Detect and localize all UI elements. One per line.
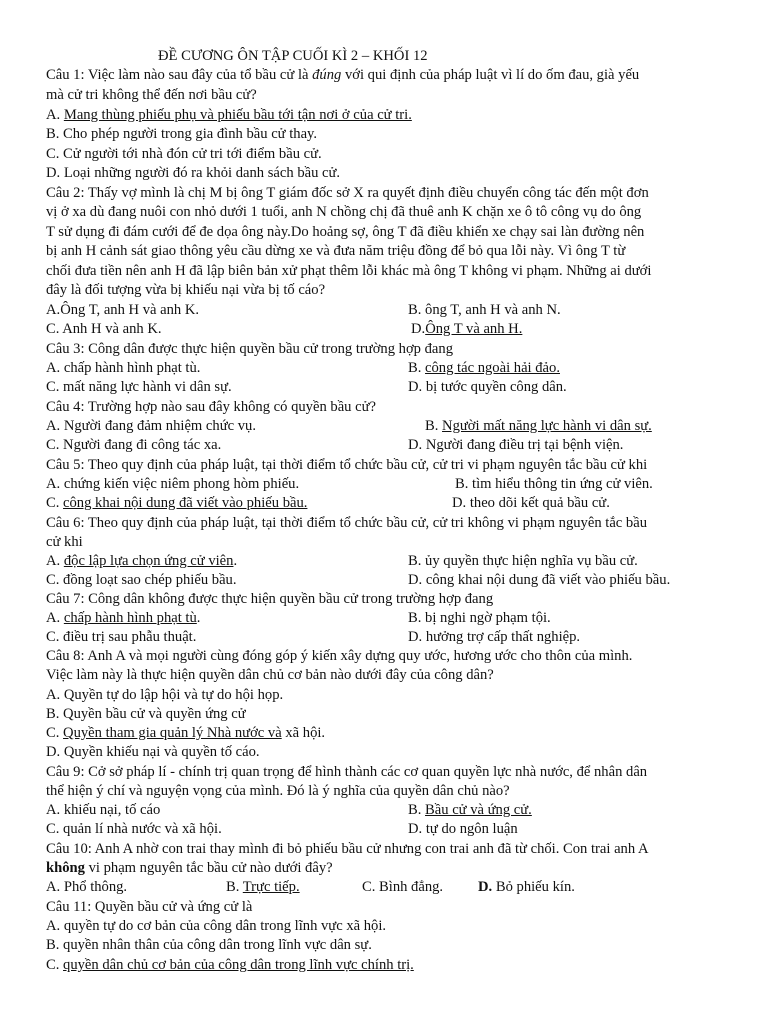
q6-option-d: D. công khai nội dung đã viết vào phiếu bầu. bbox=[408, 572, 671, 588]
q1-line-2: mà cử tri không thể đến nơi bầu cử? bbox=[46, 87, 257, 103]
q7-line-1: Câu 7: Công dân không được thực hiện quyền bầu cử trong trường hợp đang bbox=[46, 591, 494, 607]
q8-line-2: Việc làm này là thực hiện quyền dân chủ cơ bản nào dưới đây của công dân? bbox=[46, 667, 494, 683]
q8-option-a: A. Quyền tự do lập hội và tự do hội họp. bbox=[46, 687, 284, 703]
q1-line-1 bbox=[46, 66, 639, 85]
q1-option-b: B. Cho phép người trong gia đình bầu cử thay. bbox=[46, 126, 318, 142]
q7-option-c: C. điều trị sau phẫu thuật. bbox=[46, 629, 197, 645]
q11-option-a: A. quyền tự do cơ bản của công dân trong lĩnh vực xã hội. bbox=[46, 918, 387, 934]
q1-option-a bbox=[46, 106, 412, 125]
q11-line-1: Câu 11: Quyền bầu cử và ứng cử là bbox=[46, 899, 253, 915]
q6-line-1: Câu 6: Theo quy định của pháp luật, tại thời điểm tổ chức bầu cử, cử tri không vi phạm nguyên tắc bầu bbox=[46, 515, 648, 531]
q1-option-c: C. Cử người tới nhà đón cử tri tới điểm bầu cử. bbox=[46, 146, 322, 162]
q5-line-1: Câu 5: Theo quy định của pháp luật, tại thời điểm tổ chức bầu cử, cử tri vi phạm nguyên tắc bầu cử khi bbox=[46, 457, 648, 473]
q8-option-b: B. Quyền bầu cử và quyền ứng cử bbox=[46, 706, 246, 722]
q2-line-4: bị anh H cảnh sát giao thông yêu cầu dừng xe và đưa năm triệu đồng để bỏ qua lỗi này. Vì ông T từ bbox=[46, 243, 626, 259]
q6-option-b: B. ủy quyền thực hiện nghĩa vụ bầu cử. bbox=[408, 553, 638, 569]
q9-option-b bbox=[408, 801, 532, 820]
q8-option-c bbox=[46, 724, 325, 743]
q4-option-d: D. Người đang điều trị tại bệnh viện. bbox=[408, 437, 624, 453]
document-title: ĐỀ CƯƠNG ÔN TẬP CUỐI KÌ 2 – KHỐI 12 bbox=[158, 48, 428, 64]
q3-option-a: A. chấp hành hình phạt tù. bbox=[46, 360, 201, 376]
q7-option-a bbox=[46, 609, 200, 628]
q4-answer: Người mất năng lực hành vi dân sự. bbox=[442, 418, 652, 434]
q5-option-c bbox=[46, 494, 307, 513]
q11-option-c-letter: C. bbox=[46, 957, 64, 973]
q9-line-2: thể hiện ý chí và nguyện vọng của mình. Đó là ý nghĩa của quyền dân chủ nào? bbox=[46, 783, 510, 799]
q10-option-b bbox=[226, 878, 300, 897]
q10-line-2 bbox=[46, 859, 333, 878]
q7-answer: chấp hành hình phạt tù bbox=[63, 610, 197, 626]
q6-option-a-period: . bbox=[233, 553, 238, 569]
q8-option-c-letter: C. bbox=[46, 725, 64, 741]
q8-answer: Quyền tham gia quản lý Nhà nước và bbox=[63, 725, 282, 741]
q3-option-b-letter: B. bbox=[408, 360, 426, 376]
q1-text-start: Câu 1: Việc làm nào sau đây của tổ bầu cử là bbox=[46, 67, 313, 83]
q9-option-c: C. quản lí nhà nước và xã hội. bbox=[46, 821, 222, 837]
q2-answer: Ông T và anh H. bbox=[425, 321, 523, 337]
q1-emphasis: đúng bbox=[312, 67, 342, 83]
q3-option-b bbox=[408, 359, 560, 378]
q6-line-2: cử khi bbox=[46, 534, 83, 550]
q2-option-b: B. ông T, anh H và anh N. bbox=[408, 302, 561, 318]
q9-option-a: A. khiếu nại, tố cáo bbox=[46, 802, 161, 818]
q10-emphasis: không bbox=[46, 860, 85, 876]
q10-option-d bbox=[478, 878, 575, 897]
q1-option-a-letter: A. bbox=[46, 107, 64, 123]
q7-option-a-period: . bbox=[196, 610, 201, 626]
q2-option-c: C. Anh H và anh K. bbox=[46, 321, 162, 337]
q10-option-b-letter: B. bbox=[226, 879, 243, 895]
q7-option-d: D. hưởng trợ cấp thất nghiệp. bbox=[408, 629, 581, 645]
q4-option-b bbox=[425, 417, 652, 436]
q10-option-c: C. Bình đẳng. bbox=[362, 879, 444, 895]
q5-answer: công khai nội dung đã viết vào phiếu bầu. bbox=[63, 495, 308, 511]
q2-option-d bbox=[411, 320, 522, 339]
q11-answer: quyền dân chủ cơ bản của công dân trong lĩnh vực chính trị. bbox=[63, 957, 414, 973]
q10-option-d-text: Bỏ phiếu kín. bbox=[492, 879, 575, 895]
q6-option-c: C. đồng loạt sao chép phiếu bầu. bbox=[46, 572, 237, 588]
q5-option-a: A. chứng kiến việc niêm phong hòm phiếu. bbox=[46, 476, 300, 492]
q4-option-b-letter: B. bbox=[425, 418, 443, 434]
q9-answer: Bầu cử và ứng cử. bbox=[425, 802, 532, 818]
q10-line-1: Câu 10: Anh A nhờ con trai thay mình đi bỏ phiếu bầu cử nhưng con trai anh đã từ chối. Con trai anh A bbox=[46, 841, 649, 857]
q2-line-1: Câu 2: Thấy vợ mình là chị M bị ông T giám đốc sở X ra quyết định điều chuyển công tác đến một đơn bbox=[46, 185, 649, 201]
q8-line-1: Câu 8: Anh A và mọi người cùng đóng góp ý kiến xây dựng quy ước, hương ước cho thôn của mình. bbox=[46, 648, 633, 664]
q9-line-1: Câu 9: Cở sở pháp lí - chính trị quan trọng để hình thành các cơ quan quyền lực nhà nước, để nhân dân bbox=[46, 764, 648, 780]
q2-line-5: chối đưa tiền nên anh H đã lập biên bản xử phạt thêm lỗi khác mà ông T không vi phạm. Những ai dưới bbox=[46, 263, 652, 279]
q10-option-b-text: Trực tiếp. bbox=[242, 879, 300, 895]
q2-line-6: đây là đối tượng vừa bị khiếu nại vừa bị tố cáo? bbox=[46, 282, 326, 298]
q2-line-3: T sử dụng đi đám cưới để đe dọa ông này.Do hoảng sợ, ông T đã điều khiển xe chạy sai làn đường nên bbox=[46, 224, 645, 240]
q3-option-c: C. mất năng lực hành vi dân sự. bbox=[46, 379, 232, 395]
q9-option-b-letter: B. bbox=[408, 802, 426, 818]
q1-option-d: D. Loại những người đó ra khỏi danh sách bầu cử. bbox=[46, 165, 341, 181]
q2-line-2: vị ở xa dù đang nuôi con nhỏ dưới 1 tuổi, anh N chồng chị đã thuê anh K chặn xe ô tô công vụ do ông bbox=[46, 204, 642, 220]
q10-option-a: A. Phổ thông. bbox=[46, 879, 128, 895]
q9-option-d: D. tự do ngôn luận bbox=[408, 821, 518, 837]
q10-text-end: vi phạm nguyên tắc bầu cử nào dưới đây? bbox=[84, 860, 333, 876]
q2-option-a: A.Ông T, anh H và anh K. bbox=[46, 302, 200, 318]
q2-option-d-letter: D. bbox=[411, 321, 426, 337]
q11-option-c bbox=[46, 956, 414, 975]
q3-option-d: D. bị tước quyền công dân. bbox=[408, 379, 567, 395]
q4-line-1: Câu 4: Trường hợp nào sau đây không có quyền bầu cử? bbox=[46, 399, 376, 415]
q6-option-a bbox=[46, 552, 237, 571]
q10-option-d-letter: D. bbox=[478, 879, 493, 895]
q4-option-a: A. Người đang đảm nhiệm chức vụ. bbox=[46, 418, 256, 434]
q4-option-c: C. Người đang đi công tác xa. bbox=[46, 437, 222, 453]
q8-option-d: D. Quyền khiếu nại và quyền tố cáo. bbox=[46, 744, 260, 760]
q6-option-a-letter: A. bbox=[46, 553, 64, 569]
q7-option-a-letter: A. bbox=[46, 610, 64, 626]
q8-option-c-tail: xã hội. bbox=[281, 725, 326, 741]
q7-option-b: B. bị nghi ngờ phạm tội. bbox=[408, 610, 551, 626]
q5-option-d: D. theo dõi kết quả bầu cử. bbox=[452, 495, 610, 511]
q1-answer: Mang thùng phiếu phụ và phiếu bầu tới tận nơi ở của cử tri. bbox=[63, 107, 412, 123]
q5-option-c-letter: C. bbox=[46, 495, 64, 511]
q1-text-end: với qui định của pháp luật vì lí do ốm đau, già yếu bbox=[341, 67, 640, 83]
q6-answer: độc lập lựa chọn ứng cử viên bbox=[63, 553, 234, 569]
q5-option-b: B. tìm hiểu thông tin ứng cử viên. bbox=[455, 476, 653, 492]
q3-line-1: Câu 3: Công dân được thực hiện quyền bầu cử trong trường hợp đang bbox=[46, 341, 453, 357]
q3-answer: công tác ngoài hải đảo. bbox=[425, 360, 560, 376]
q11-option-b: B. quyền nhân thân của công dân trong lĩnh vực dân sự. bbox=[46, 937, 372, 953]
